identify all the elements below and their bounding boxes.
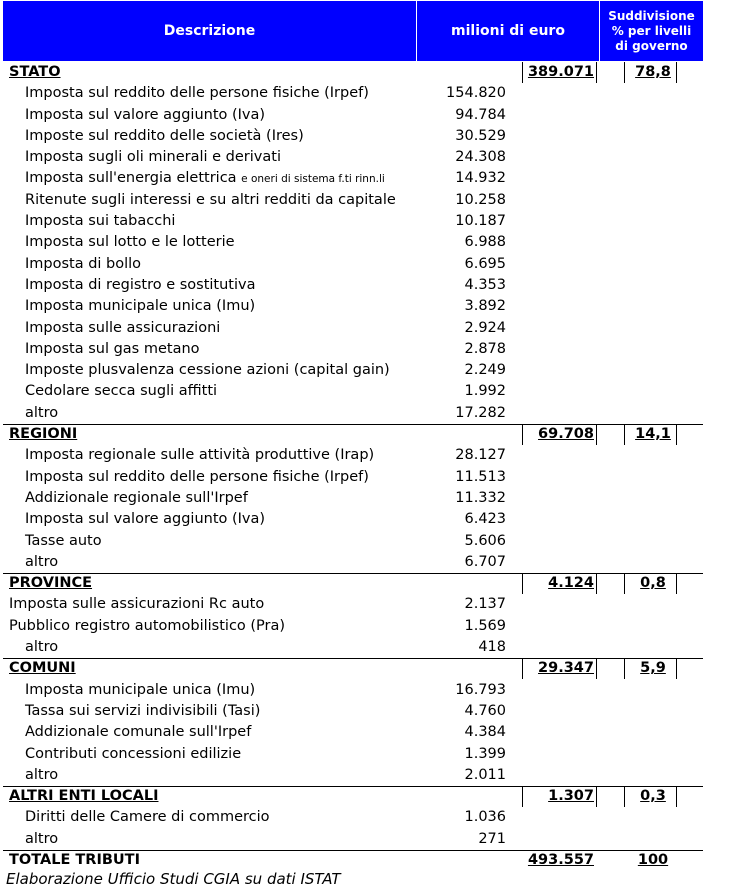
group-row (3, 62, 703, 83)
cell-border (624, 786, 625, 807)
table-row (3, 168, 703, 189)
table-row (3, 807, 703, 828)
table-row (3, 147, 703, 168)
group-total: 1.307 (548, 788, 594, 805)
table-row (3, 275, 703, 296)
table-row (3, 680, 703, 701)
item-label (25, 320, 220, 336)
item-label-text: Diritti delle Camere di commercio (25, 809, 270, 826)
item-label-text: Imposta sulle assicurazioni Rc auto (9, 596, 265, 613)
group-row (3, 658, 703, 679)
table-row (3, 701, 703, 722)
item-label-text: Imposta sul valore aggiunto (Iva) (25, 106, 266, 123)
group-total: 29.347 (538, 660, 594, 677)
item-label-text: altro (25, 830, 59, 847)
item-value: 6.423 (464, 511, 506, 528)
group-row (3, 786, 703, 807)
item-label-text: Imposta sul lotto e le lotterie (25, 234, 235, 251)
cell-border (522, 62, 523, 83)
table-row (3, 637, 703, 658)
item-label (25, 682, 255, 698)
item-value: 6.695 (464, 255, 506, 272)
item-label-text: Imposta sui tabacchi (25, 213, 176, 230)
item-label-text: Ritenute sugli interessi e su altri redditi da capitale (25, 191, 396, 208)
item-label (25, 809, 270, 825)
group-total: 69.708 (538, 426, 594, 443)
table-row (3, 254, 703, 275)
item-label (25, 767, 58, 783)
item-label (25, 277, 256, 293)
item-value: 1.036 (464, 809, 506, 826)
table-header (3, 1, 703, 61)
item-label (25, 298, 255, 314)
table-row (3, 360, 703, 381)
item-label-text: altro (25, 766, 59, 783)
cell-border (522, 573, 523, 594)
item-value: 1.992 (464, 383, 506, 400)
table-row (3, 296, 703, 317)
item-label-text: Imposte sul reddito delle società (Ires) (25, 127, 304, 144)
group-percent: 78,8 (635, 64, 671, 80)
table-row (3, 616, 703, 637)
total-value: 493.557 (527, 851, 594, 868)
cell-border (624, 658, 625, 679)
item-label-text: Tasse auto (25, 532, 102, 549)
cell-border (624, 424, 625, 445)
group-name: REGIONI (9, 426, 78, 443)
item-value: 4.384 (464, 724, 506, 741)
cell-border (522, 786, 523, 807)
item-label (25, 128, 304, 144)
item-label (25, 85, 369, 101)
group-name: ALTRI ENTI LOCALI (9, 788, 159, 805)
item-label (25, 746, 241, 762)
item-label (25, 703, 260, 719)
cell-border (676, 786, 677, 807)
item-label (25, 341, 200, 357)
cell-border (676, 62, 677, 83)
group-total: 4.124 (548, 575, 594, 592)
group-name: PROVINCE (9, 575, 93, 592)
item-value: 2.249 (464, 362, 506, 379)
item-value: 4.353 (464, 276, 506, 293)
table-row (3, 594, 703, 615)
item-value: 6.707 (464, 553, 506, 570)
table-row (3, 445, 703, 466)
item-value: 10.187 (455, 213, 506, 230)
item-label-text: Pubblico registro automobilistico (Pra) (9, 617, 286, 634)
row-divider (3, 424, 703, 425)
cell-border (596, 573, 597, 594)
table-row (3, 722, 703, 743)
total-percent: 100 (637, 851, 669, 868)
row-divider (3, 850, 703, 851)
item-label-text: altro (25, 553, 59, 570)
item-value: 11.332 (455, 489, 506, 506)
item-label (25, 639, 58, 655)
item-label (25, 511, 265, 527)
item-label-text: Addizionale regionale sull'Irpef (25, 489, 248, 506)
group-percent: 0,3 (640, 788, 666, 805)
source-note: Elaborazione Ufficio Studi CGIA su dati ISTAT (6, 870, 341, 888)
item-label-text: Imposta di registro e sostitutiva (25, 276, 256, 293)
item-label-text: Imposta municipale unica (Imu) (25, 298, 256, 315)
total-label: TOTALE TRIBUTI (9, 851, 140, 868)
item-label-text: Imposta sul gas metano (25, 340, 200, 357)
item-label (25, 447, 374, 463)
item-label (25, 490, 248, 506)
table-row (3, 488, 703, 509)
item-label-text: Imposta sulle assicurazioni (25, 319, 221, 336)
table-row (3, 381, 703, 402)
item-label (25, 107, 265, 123)
table-row (3, 318, 703, 339)
table-row (3, 105, 703, 126)
table-row (3, 83, 703, 104)
group-percent: 0,8 (640, 575, 666, 592)
table-row (3, 552, 703, 573)
cell-border (624, 573, 625, 594)
row-divider (3, 658, 703, 659)
total-row (3, 850, 703, 871)
item-value: 154.820 (446, 85, 506, 102)
item-label-text: Imposte plusvalenza cessione azioni (capital gain) (25, 362, 390, 379)
item-value: 271 (478, 830, 506, 847)
item-label (25, 554, 58, 570)
item-label-text: altro (25, 404, 59, 421)
item-label (25, 170, 385, 186)
cell-border (676, 658, 677, 679)
item-value: 17.282 (455, 404, 506, 421)
table-row (3, 339, 703, 360)
table-row (3, 126, 703, 147)
cell-border (596, 62, 597, 83)
item-value: 28.127 (455, 447, 506, 464)
group-total: 389.071 (527, 64, 594, 80)
group-row (3, 424, 703, 445)
table-row (3, 211, 703, 232)
group-name: STATO (9, 64, 61, 80)
item-value: 4.760 (464, 702, 506, 719)
item-label-text: Imposta sul reddito delle persone fisiche (Irpef) (25, 85, 369, 102)
item-label-note: e oneri di sistema f.ti rinn.li (241, 173, 385, 186)
tax-table-body (3, 62, 703, 871)
item-label-text: Addizionale comunale sull'Irpef (25, 724, 252, 741)
item-label (25, 256, 141, 272)
cell-border (596, 424, 597, 445)
cell-border (676, 424, 677, 445)
cell-border (596, 786, 597, 807)
item-label-text: Imposta sul valore aggiunto (Iva) (25, 511, 266, 528)
cell-border (624, 62, 625, 83)
item-value: 2.924 (464, 319, 506, 336)
cell-border (522, 424, 523, 445)
item-label-text: Cedolare secca sugli affitti (25, 383, 218, 400)
group-percent: 14,1 (635, 426, 671, 443)
table-row (3, 509, 703, 530)
item-value: 1.569 (464, 617, 506, 634)
item-label (9, 596, 264, 612)
table-row (3, 531, 703, 552)
item-label-text: Imposta municipale unica (Imu) (25, 681, 256, 698)
cell-border (676, 573, 677, 594)
table-row (3, 829, 703, 850)
item-value: 24.308 (455, 149, 506, 166)
cell-border (522, 658, 523, 679)
group-row (3, 573, 703, 594)
group-name: COMUNI (9, 660, 76, 677)
item-label-text: Imposta sul reddito delle persone fisiche (Irpef) (25, 468, 369, 485)
item-label (25, 192, 396, 208)
table-row (3, 403, 703, 424)
item-label (25, 213, 175, 229)
item-value: 94.784 (455, 106, 506, 123)
item-label (25, 724, 251, 740)
header-suddivisione: Suddivisione % per livelli di governo (608, 8, 695, 53)
item-label-text: Tassa sui servizi indivisibili (Tasi) (25, 702, 261, 719)
item-label-text: Contributi concessioni edilizie (25, 745, 242, 762)
item-value: 30.529 (455, 127, 506, 144)
item-value: 10.258 (455, 191, 506, 208)
item-value: 11.513 (455, 468, 506, 485)
item-label-text: Imposta sull'energia elettrica (25, 170, 237, 187)
table-row (3, 765, 703, 786)
item-label-text: Imposta regionale sulle attività produttive (Irap) (25, 447, 375, 464)
item-label (25, 383, 217, 399)
item-value: 14.932 (455, 170, 506, 187)
item-label-text: Imposta di bollo (25, 255, 142, 272)
item-value: 418 (478, 639, 506, 656)
item-value: 2.011 (464, 766, 506, 783)
item-value: 2.878 (464, 340, 506, 357)
item-label (25, 831, 58, 847)
item-label-text: Imposta sugli oli minerali e derivati (25, 149, 281, 166)
header-descrizione: Descrizione (163, 23, 256, 39)
table-row (3, 467, 703, 488)
item-label (25, 234, 235, 250)
table-row (3, 232, 703, 253)
item-label-text: altro (25, 639, 59, 656)
item-value: 1.399 (464, 745, 506, 762)
item-value: 3.892 (464, 298, 506, 315)
item-label (25, 469, 369, 485)
item-value: 6.988 (464, 234, 506, 251)
group-percent: 5,9 (640, 660, 666, 677)
cell-border (596, 658, 597, 679)
item-label (25, 362, 390, 378)
header-milioni: milioni di euro (451, 23, 565, 39)
row-divider (3, 786, 703, 787)
item-value: 16.793 (455, 681, 506, 698)
item-value: 2.137 (464, 596, 506, 613)
table-row (3, 744, 703, 765)
item-label (25, 533, 102, 549)
item-label (25, 405, 58, 421)
item-label (25, 149, 281, 165)
table-row (3, 190, 703, 211)
row-divider (3, 573, 703, 574)
item-value: 5.606 (464, 532, 506, 549)
item-label (9, 618, 285, 634)
